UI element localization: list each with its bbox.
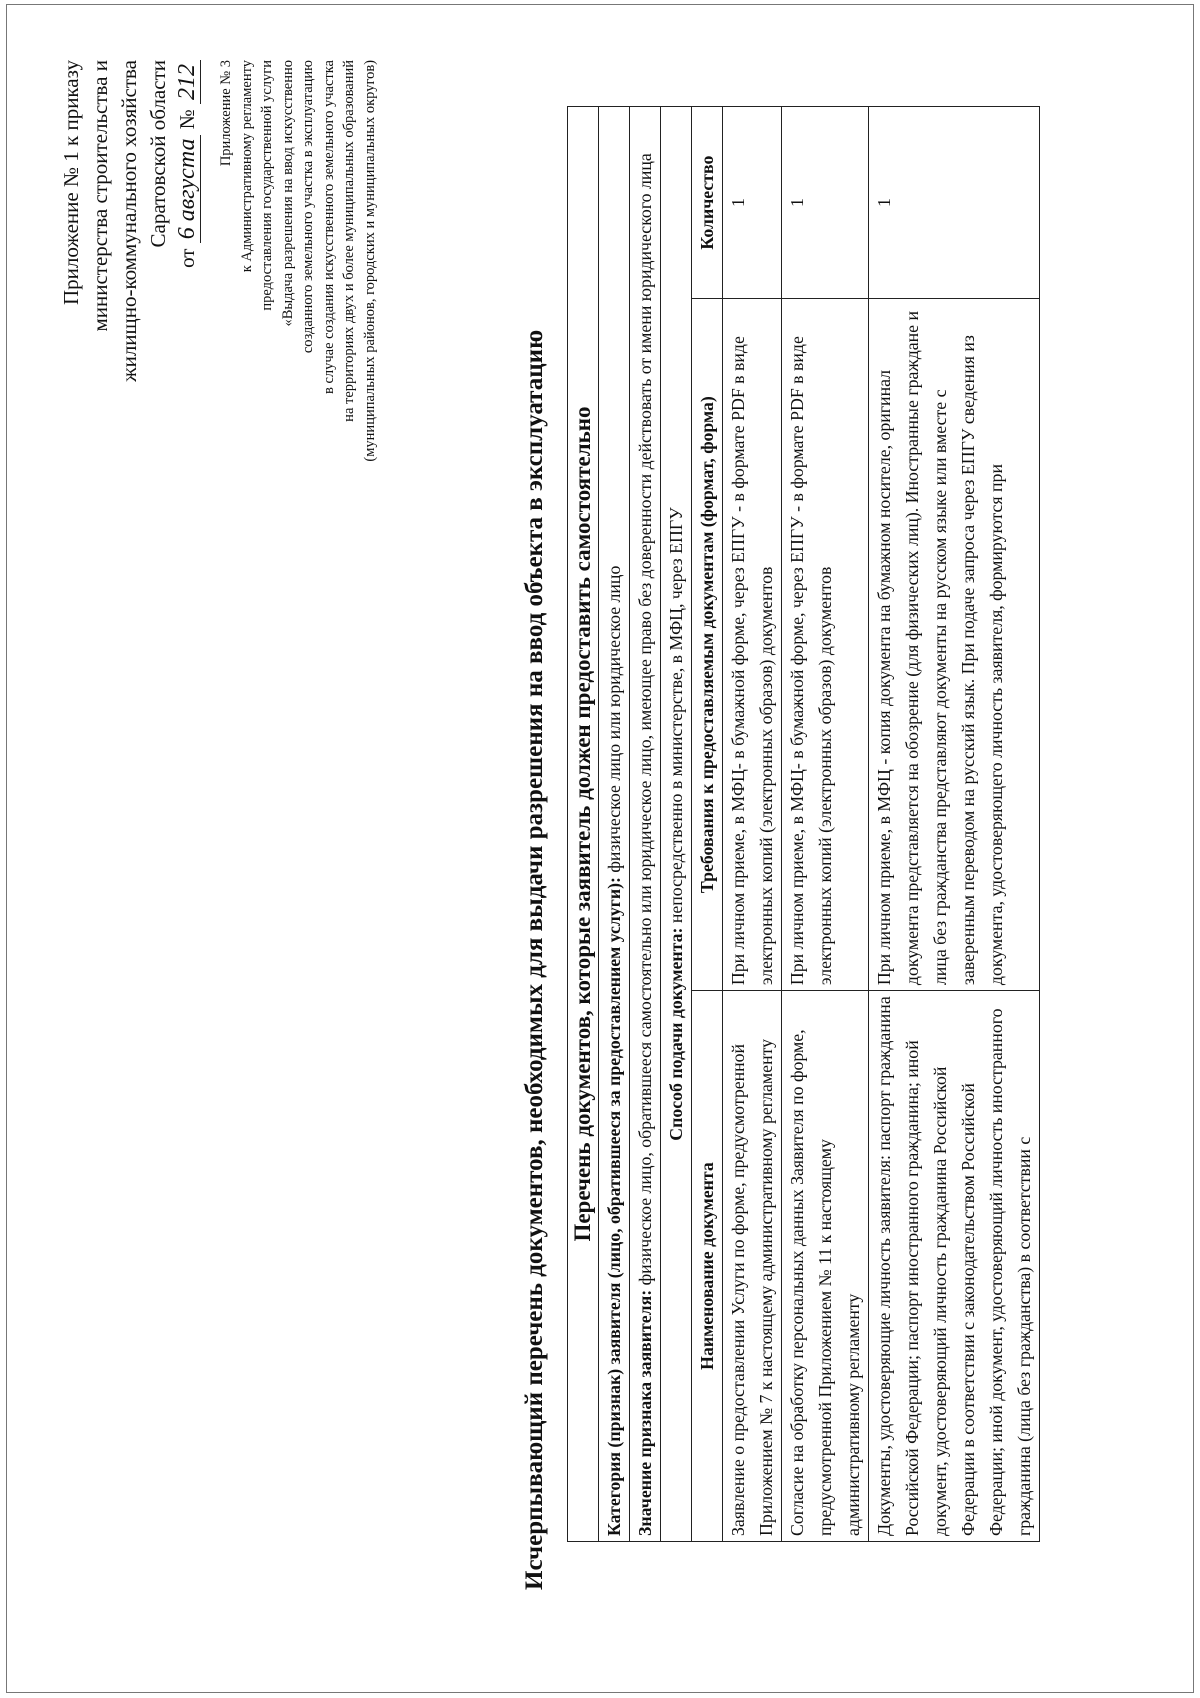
appendix-3-line: в случае создания искусственного земельного участка [320,60,337,394]
appendix-line: Приложение № 1 к приказу [59,60,83,305]
sign-label: Значение признака заявителя: [635,1289,655,1536]
appendix-3-line: на территориях двух и более муниципальных образований [341,60,357,422]
sign-cell [630,107,661,1542]
document-requirements: При личном приеме, в МФЦ- в бумажной форме, через ЕПГУ - в формате PDF в виде электронных копий (электронных образов) документов [723,299,782,991]
document-name: Заявление о предоставлении Услуги по форме, предусмотренной Приложением № 7 к настоящему административному регламенту [723,991,782,1542]
appendix-3-line: Приложение № 3 [218,60,234,167]
order-date-handwritten: 6 августа [174,135,201,244]
table-row [723,107,782,1542]
section-title: Перечень документов, которые заявитель должен предоставить самостоятельно [568,107,599,1542]
category-value: физическое лицо или юридическое лицо [604,565,624,878]
method-value: непосредственно в министерстве, в МФЦ, через ЕПГУ [666,507,686,928]
category-row [599,107,630,1542]
document-title: Исчерпывающий перечень документов, необходимых для выдачи разрешения на ввод объекта в эксплуатацию [521,329,548,1590]
appendix-3-block [216,60,380,760]
table-row [782,107,869,1542]
method-cell [661,107,692,1542]
document-quantity: 1 [723,107,782,299]
column-header-quantity: Количество [692,107,723,299]
column-header-requirements: Требования к предоставляемым документам (формат, форма) [692,299,723,991]
order-prefix: от [175,248,199,268]
appendix-3-line: предоставления государственной услуги [259,60,275,311]
appendix-3-line: к Административному регламенту [238,60,255,273]
documents-table [567,106,1040,1542]
table-row [869,107,1040,1542]
document-quantity: 1 [869,107,1040,299]
method-row [661,107,692,1542]
document-name: Документы, удостоверяющие личность заявителя: паспорт гражданина Российской Федерации; паспорт иностранного гражданина; иной документ, удостоверяющий личность гражданина Российской Федерации в соответствии с законодательством Российской Федерации; иной документ, удостоверяющий личность иностранного гражданина (лица без гражданства) в соответствии с [869,991,1040,1542]
order-number-prefix: № [175,109,199,130]
category-label: Категория (признак) заявителя (лицо, обратившееся за предоставлением услуги): [604,877,624,1536]
document-requirements: При личном приеме, в МФЦ - копия документа на бумажном носителе, оригинал документа представляется на обозрение (для физических лиц). Иностранные граждане и лица без гражданства представляют документы на русском языке или вместе с заверенным переводом на русский язык. При подаче запроса через ЕПГУ сведения из документа, удостоверяющего личность заявителя, формируются при [869,299,1040,991]
table-header-row [692,107,723,1542]
table-section-row [568,107,599,1542]
appendix-3-line: созданного земельного участка в эксплуатацию [300,60,316,354]
document-quantity: 1 [782,107,869,299]
sign-row [630,107,661,1542]
order-number-handwritten: 212 [174,60,201,104]
order-line [173,60,202,268]
document-name: Согласие на обработку персональных данных Заявителя по форме, предусмотренной Приложением № 11 к настоящему административному регламенту [782,991,869,1542]
sign-value: физическое лицо, обратившееся самостоятельно или юридическое лицо, имеющее право без доверенности действовать от имени юридического лица [635,153,655,1290]
document-requirements: При личном приеме, в МФЦ- в бумажной форме, через ЕПГУ - в формате PDF в виде электронных копий (электронных образов) документов [782,299,869,991]
appendix-3-line: «Выдача разрешения на ввод искусственно [279,60,296,327]
appendix-line: жилищно-коммунального хозяйства [117,60,141,382]
category-cell [599,107,630,1542]
rotated-document [57,60,1142,1600]
appendix-line: министерства строительства и [88,60,112,332]
method-label: Способ подачи документа: [666,927,686,1141]
appendix-3-line: (муниципальных районов, городских и муниципальных округов) [361,60,378,462]
document-header [57,60,380,760]
appendix-line: Саратовской области [146,60,170,248]
column-header-name: Наименование документа [692,991,723,1542]
